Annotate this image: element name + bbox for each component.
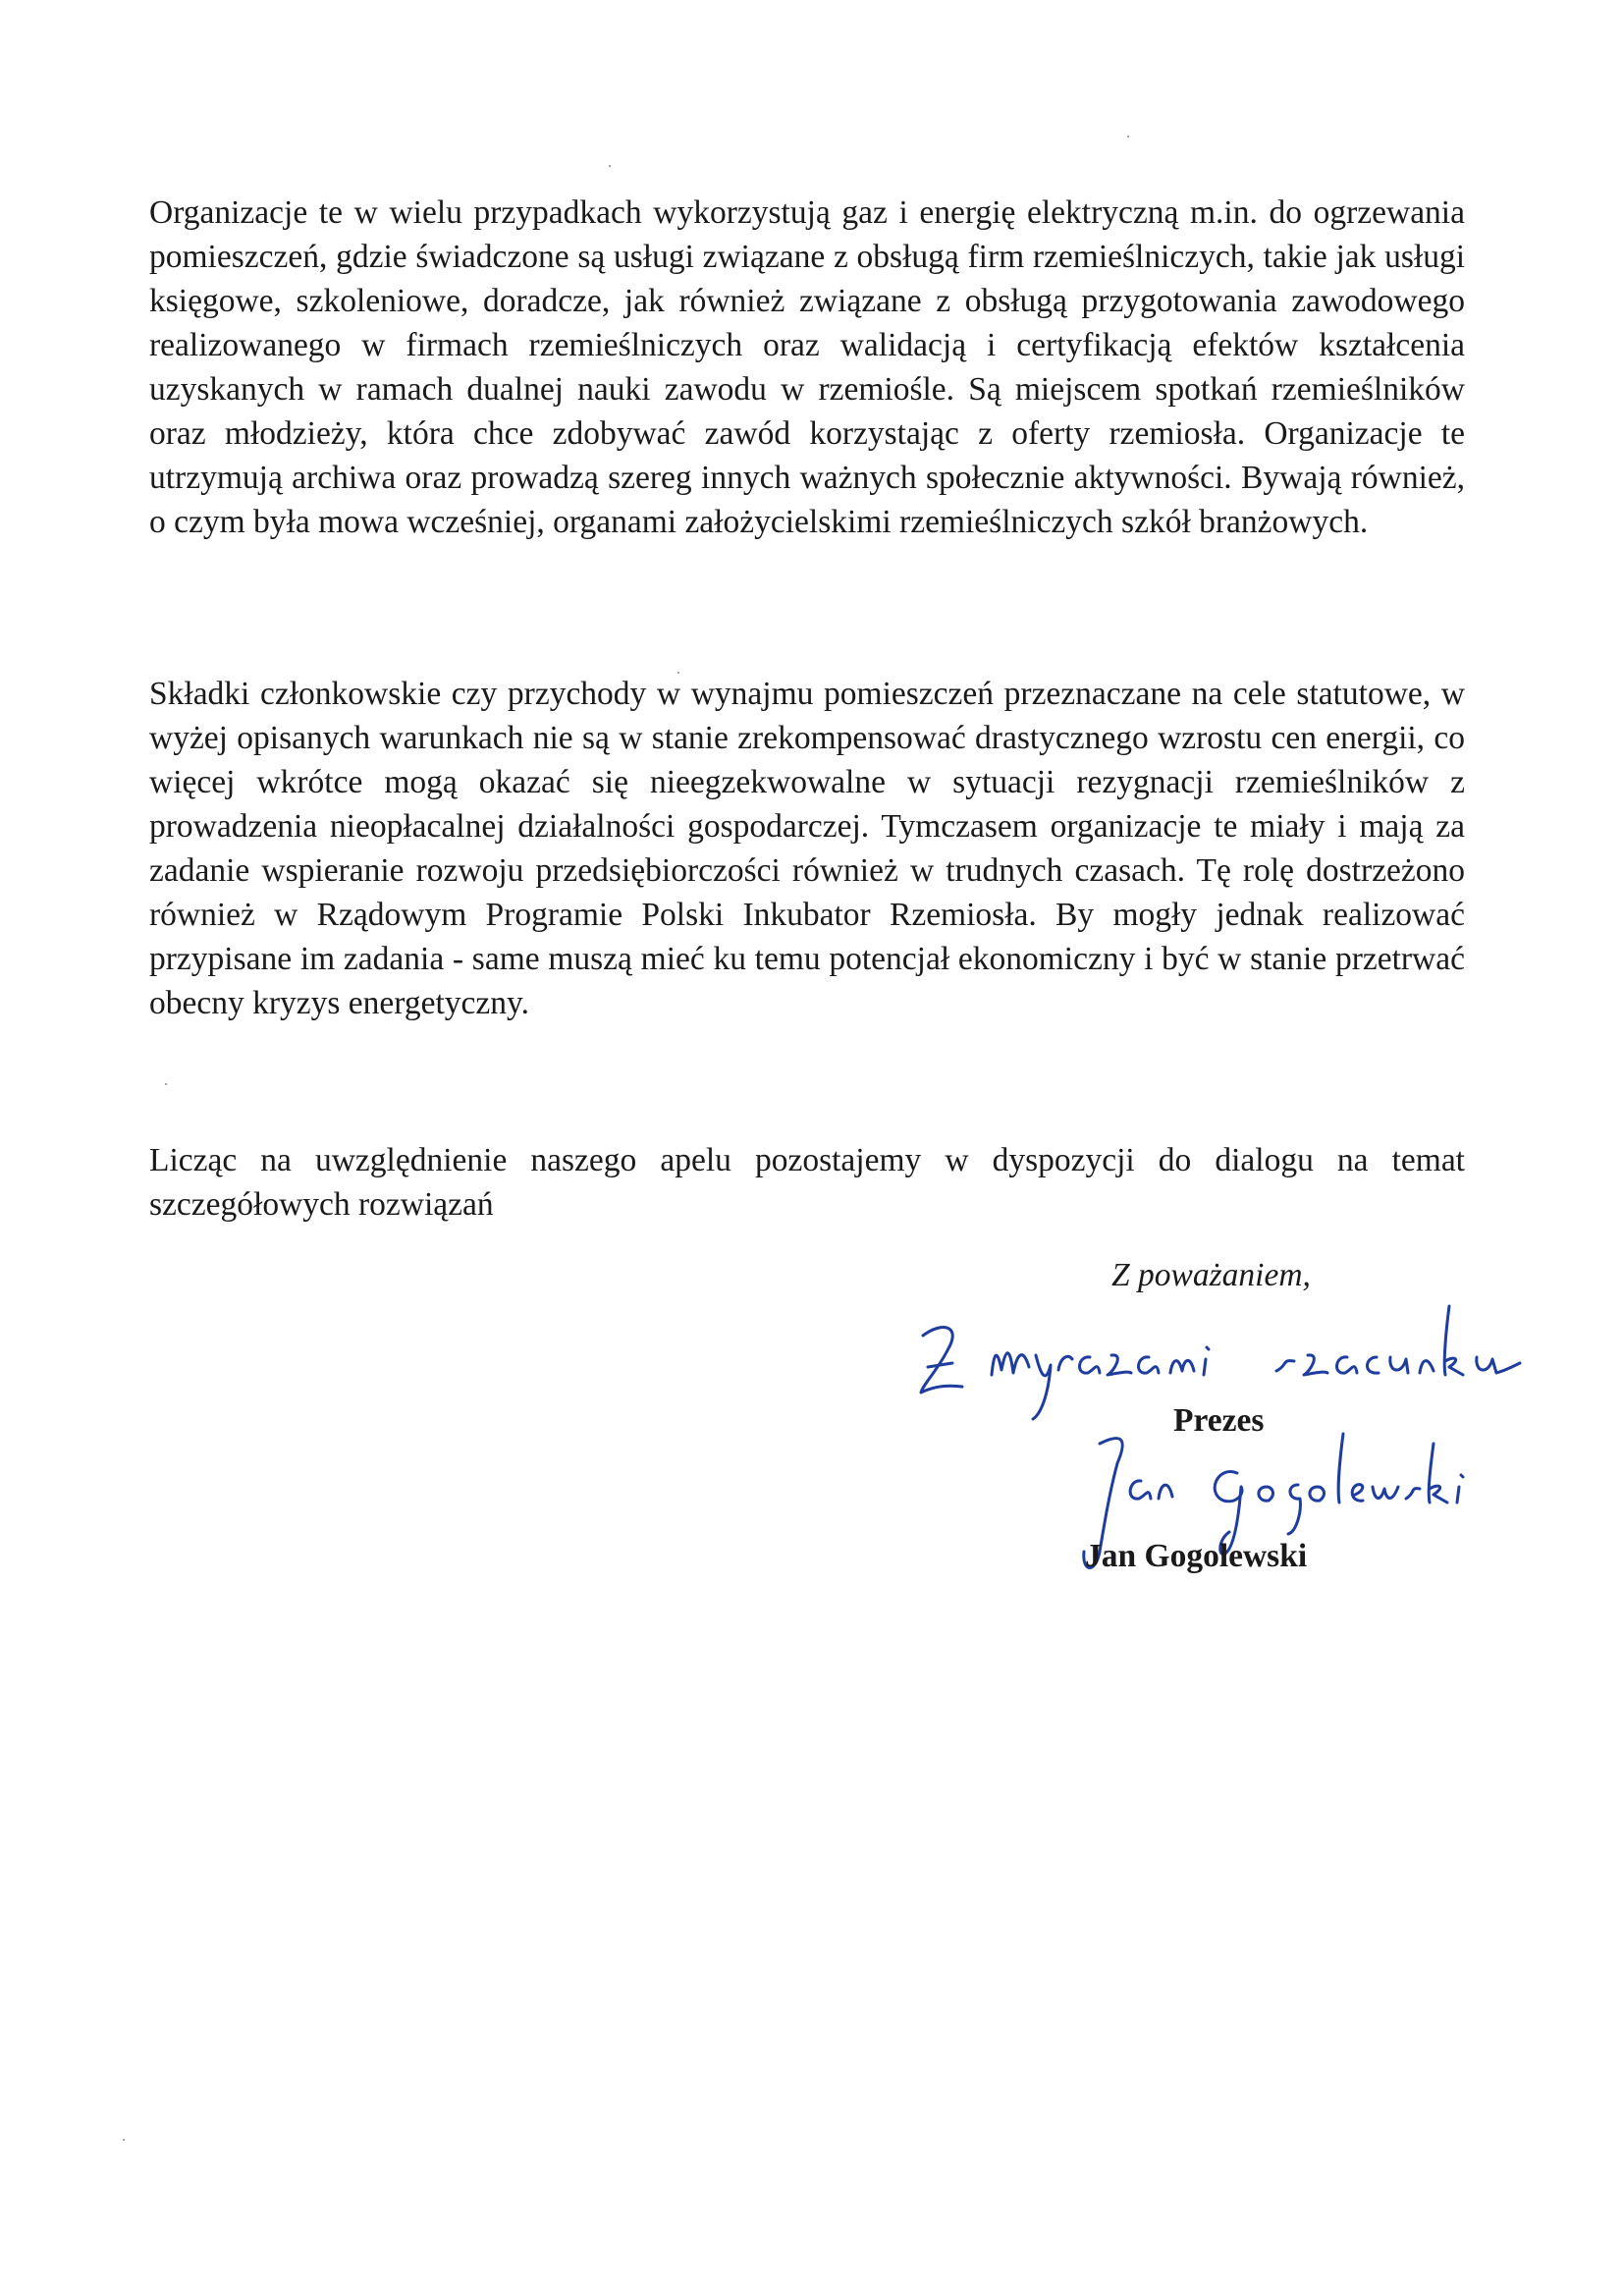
scan-speck xyxy=(165,1083,167,1085)
body-paragraph-1: Organizacje te w wielu przypadkach wykorzystują gaz i energię elektryczną m.in. do ogrzewania pomieszczeń, gdzie świadczone są usługi związane z obsługą firm rzemieślniczych, takie jak usługi księgowe, szkoleniowe, doradcze, jak również związane z obsługą przygotowania zawodowego realizowanego w firmach rzemieślniczych oraz walidacją i certyfikacją efektów kształcenia uzyskanych w ramach dualnej nauki zawodu w rzemiośle. Są miejscem spotkań rzemieślników oraz młodzieży, która chce zdobywać zawód korzystając z oferty rzemiosła. Organizacje te utrzymują archiwa oraz prowadzą szereg innych ważnych społecznie aktywności. Bywają również, o czym była mowa wcześniej, organami założycielskimi rzemieślniczych szkół branżowych. xyxy=(149,194,1465,540)
scan-speck xyxy=(123,2139,125,2141)
body-paragraph-2: Składki członkowskie czy przychody w wynajmu pomieszczeń przeznaczane na cele statutowe, w wyżej opisanych warunkach nie są w stanie zrekompensować drastycznego wzrostu cen energii, co więcej wkrótce mogą okazać się nieegzekwowalne w sytuacji rezygnacji rzemieślników z prowadzenia nieopłacalnej działalności gospodarczej. Tymczasem organizacje te miały i mają za zadanie wspieranie rozwoju przedsiębiorczości również w trudnych czasach. Tę rolę dostrzeżono również w Rządowym Programie Polski Inkubator Rzemiosła. By mogły jednak realizować przypisane im zadania - same muszą mieć ku temu potencjał ekonomiczny i być w stanie przetrwać obecny kryzys energetyczny. xyxy=(149,676,1465,1021)
closing-salutation: Z poważaniem, xyxy=(1111,1257,1311,1293)
body-paragraph-3: Licząc na uwzględnienie naszego apelu pozostajemy w dyspozycji do dialogu na temat szczegółowych rozwiązań xyxy=(149,1142,1465,1223)
scan-speck xyxy=(677,672,679,674)
signatory-role: Prezes xyxy=(1173,1402,1265,1439)
scan-speck xyxy=(1127,136,1129,137)
signatory-name: Jan Gogolewski xyxy=(1085,1538,1308,1574)
scan-speck xyxy=(609,165,611,167)
